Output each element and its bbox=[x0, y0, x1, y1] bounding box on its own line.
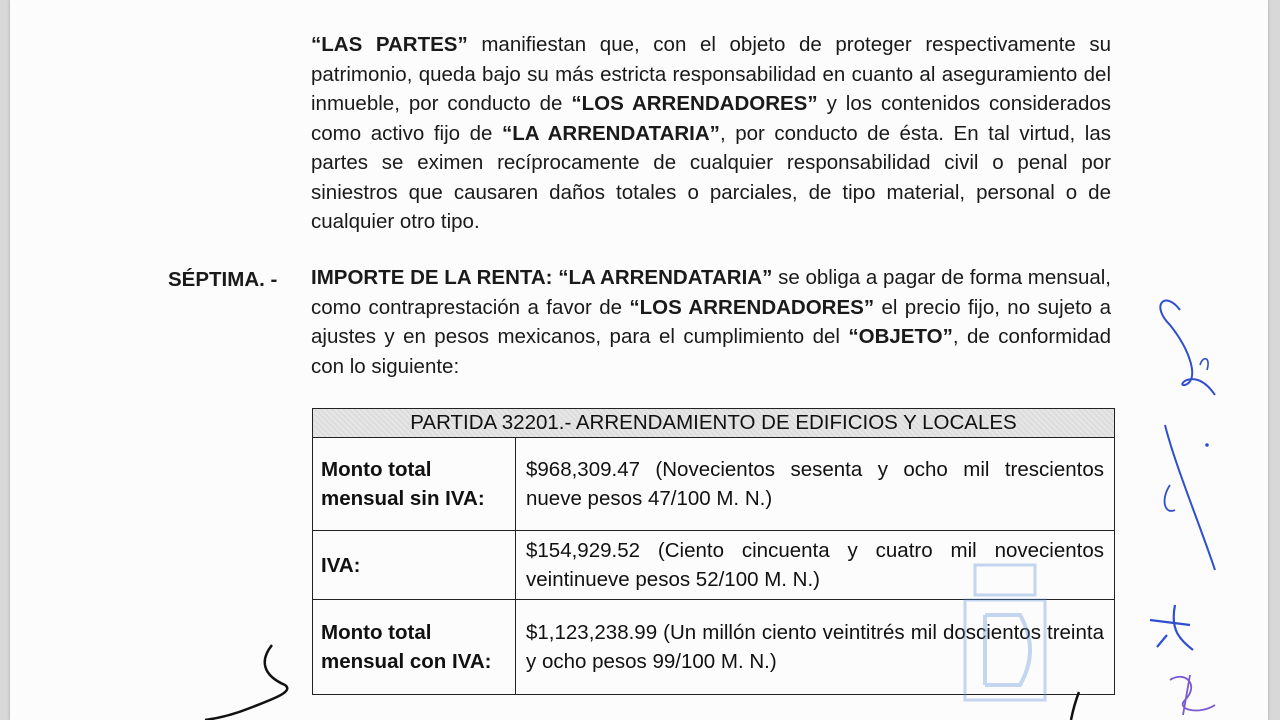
row-value: $154,929.52 (Ciento cincuenta y cuatro mil novecientos veintinueve pesos 52/100 M. N.) bbox=[516, 531, 1115, 600]
rent-heading-term: IMPORTE DE LA RENTA: “LA ARRENDATARIA” bbox=[311, 266, 773, 289]
landlords-term: “LOS ARRENDADORES” bbox=[571, 92, 818, 115]
row-label: Monto total mensual con IVA: bbox=[313, 600, 516, 695]
row-value: $1,123,238.99 (Un millón ciento veintitrés mil doscientos treinta y ocho pesos 99/100 M. N.) bbox=[516, 600, 1115, 695]
parties-term: “LAS PARTES” bbox=[311, 33, 468, 56]
margin-signatures bbox=[1145, 285, 1255, 715]
paragraph-text: y los contenidos considerados como activo fijo de bbox=[311, 92, 1111, 145]
table-header: PARTIDA 32201.- ARRENDAMIENTO DE EDIFICIOS Y LOCALES bbox=[313, 409, 1115, 438]
paragraph-rent-amount bbox=[311, 263, 1111, 381]
landlords-term: “LOS ARRENDADORES” bbox=[629, 295, 875, 319]
tenant-term: “LA ARRENDATARIA” bbox=[501, 121, 720, 145]
row-value: $968,309.47 (Novecientos sesenta y ocho mil trescientos nueve pesos 47/100 M. N.) bbox=[516, 438, 1115, 531]
paragraph-text: el precio fijo, no sujeto a ajustes y en pesos mexicanos, para el cumplimiento del bbox=[311, 295, 1111, 348]
faint-stamp bbox=[945, 555, 1065, 715]
row-label: Monto total mensual sin IVA: bbox=[313, 438, 516, 531]
document-page bbox=[10, 0, 1268, 720]
signature-black bbox=[200, 640, 310, 720]
paragraph-text: , por conducto de ésta. En tal virtud, las partes se eximen recíprocamente de cualquier responsabilidad civil o penal por siniestros que causaren daños totales o parciales, de tipo material, personal o de cualquier otro tipo. bbox=[311, 121, 1111, 233]
object-term: “OBJETO” bbox=[848, 325, 953, 348]
table-row bbox=[313, 438, 1115, 531]
paragraph-text: , de conformidad con lo siguiente: bbox=[311, 325, 1112, 378]
row-label: IVA: bbox=[313, 531, 516, 600]
paragraph-text: manifiestan que, con el objeto de proteger respectivamente su patrimonio, queda bajo su más estricta responsabilidad en cuanto al aseguramiento del inmueble, por conducto de bbox=[311, 33, 1112, 115]
paragraph-text: se obliga a pagar de forma mensual, como contraprestación a favor de bbox=[311, 266, 1111, 319]
clause-label: SÉPTIMA. - bbox=[168, 268, 278, 291]
paragraph-insurance bbox=[311, 30, 1111, 237]
